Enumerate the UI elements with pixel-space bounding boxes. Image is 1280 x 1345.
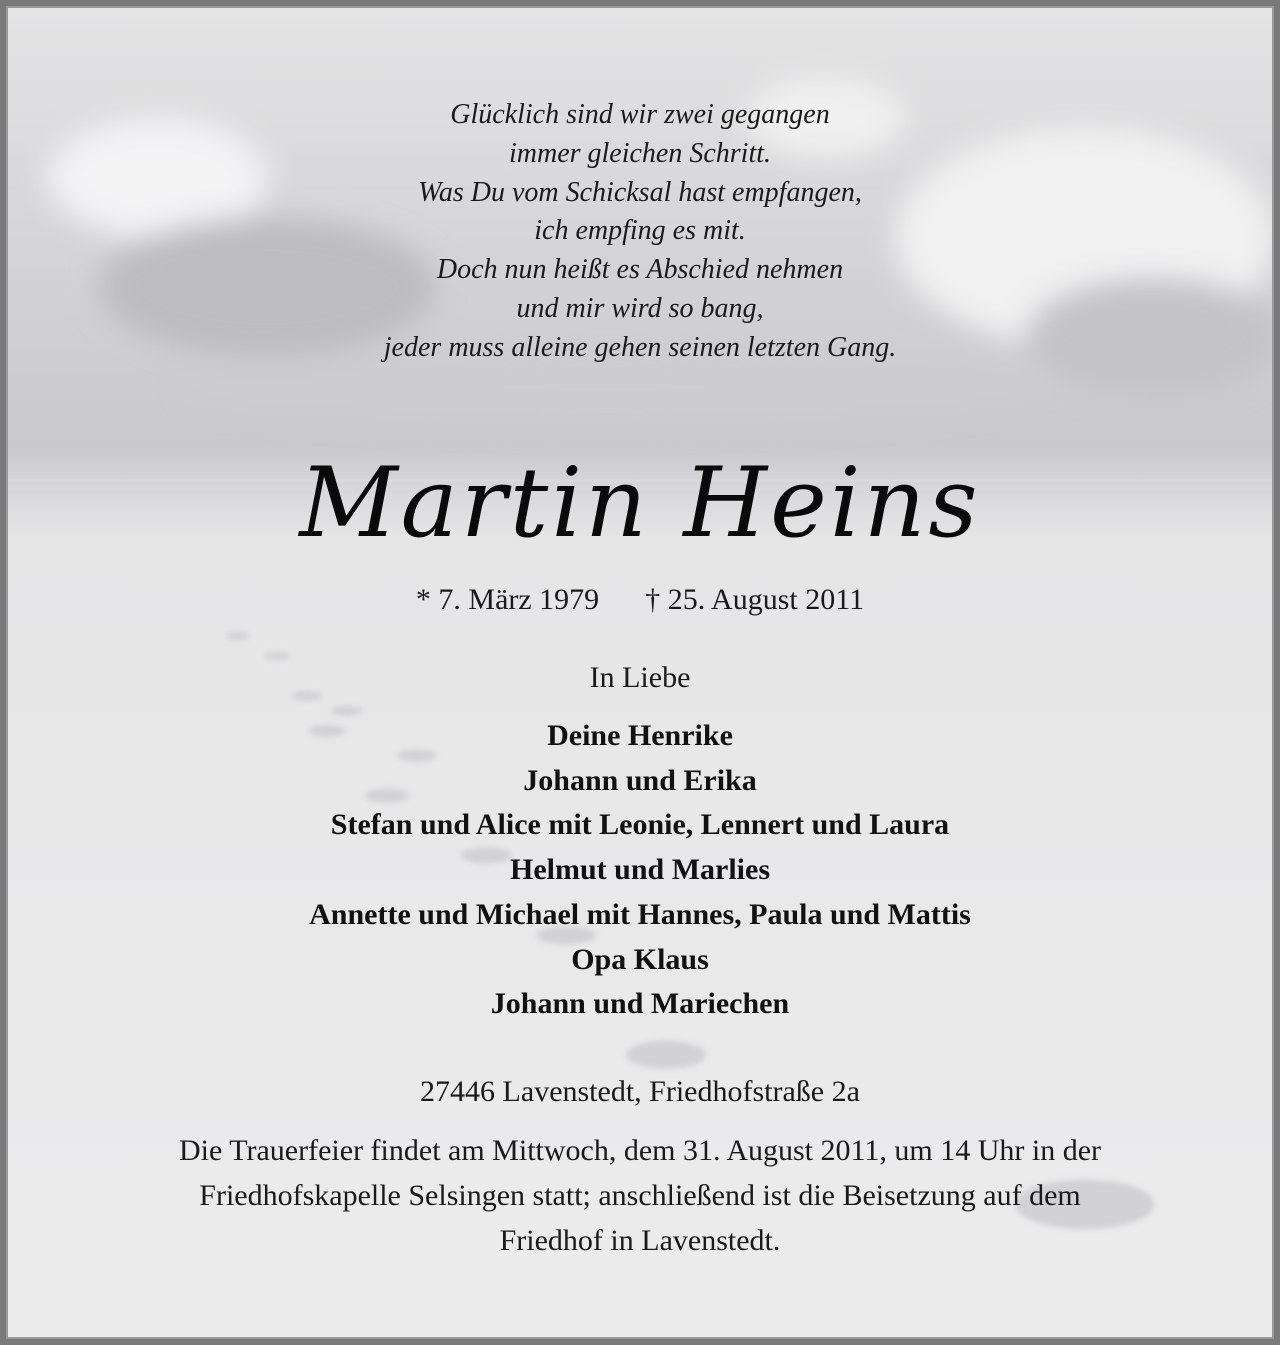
poem-line: jeder muss alleine gehen seinen letzten Gang.	[383, 331, 897, 363]
poem-line: und mir wird so bang,	[516, 292, 764, 324]
service-line: Friedhofskapelle Selsingen statt; anschließend ist die Beisetzung auf dem	[199, 1179, 1081, 1212]
mourner-line: Stefan und Alice mit Leonie, Lennert und Laura	[330, 808, 950, 842]
service-line: Friedhof in Lavenstedt.	[499, 1224, 781, 1257]
poem-line: Was Du vom Schicksal hast empfangen,	[418, 176, 862, 208]
mourner-line: Annette und Michael mit Hannes, Paula und Mattis	[309, 897, 971, 931]
mourner-line: Helmut und Marlies	[510, 853, 770, 887]
address: 27446 Lavenstedt, Friedhofstraße 2a	[420, 1075, 860, 1108]
mourner-line: Johann und Mariechen	[490, 987, 790, 1021]
life-dates	[8, 580, 1272, 620]
in-love-line: In Liebe	[589, 661, 691, 694]
funeral-service-info	[8, 1128, 1272, 1263]
memorial-poem	[8, 96, 1272, 368]
mourners-list	[8, 714, 1272, 1027]
birth-date: * 7. März 1979	[415, 583, 600, 616]
mourner-line: Deine Henrike	[547, 719, 733, 752]
mourner-line: Opa Klaus	[571, 942, 709, 976]
service-line: Die Trauerfeier findet am Mittwoch, dem 31. August 2011, um 14 Uhr in der	[178, 1134, 1102, 1167]
death-date: † 25. August 2011	[645, 583, 865, 616]
poem-line: ich empfing es mit.	[534, 215, 746, 247]
poem-line: Glücklich sind wir zwei gegangen	[450, 99, 830, 130]
obituary-notice	[6, 6, 1274, 1339]
mourner-line: Johann und Erika	[523, 763, 757, 797]
poem-line: Doch nun heißt es Abschied nehmen	[436, 254, 844, 286]
deceased-name: Martin Heins	[299, 447, 981, 559]
poem-line: immer gleichen Schritt.	[508, 137, 772, 169]
